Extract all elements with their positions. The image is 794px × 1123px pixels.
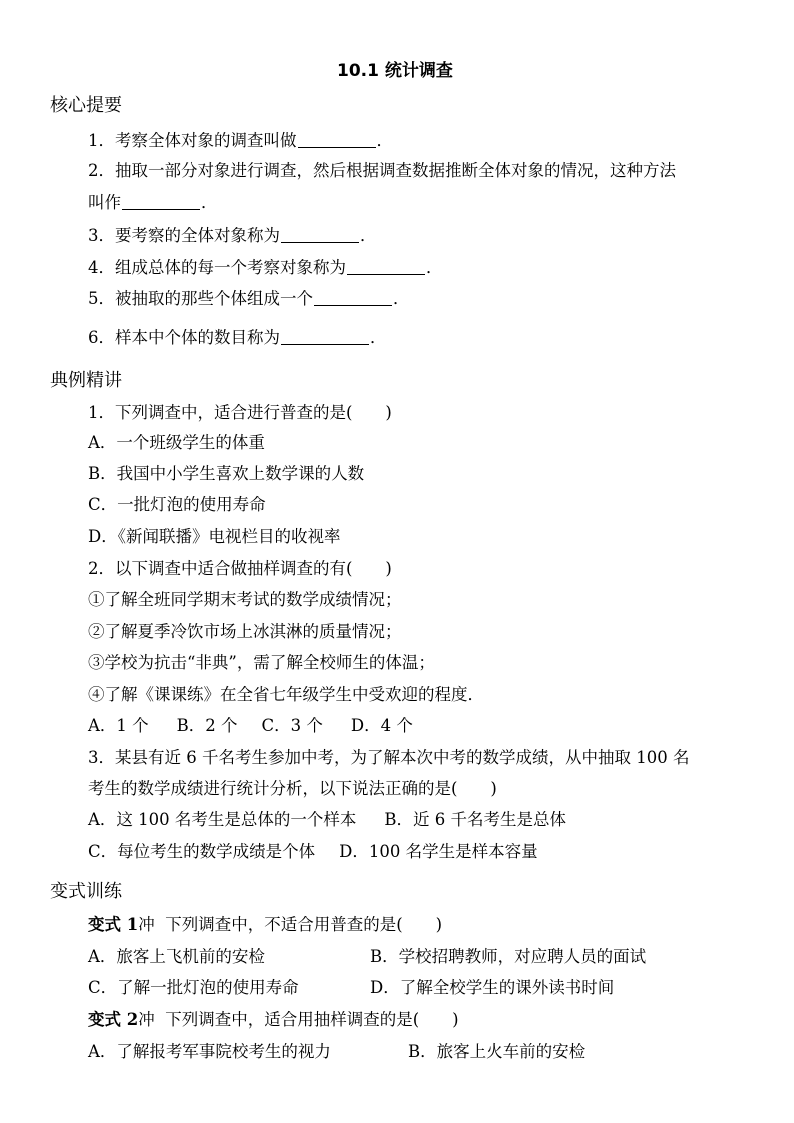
practice-2-option-a: A．了解报考军事院校考生的视力	[88, 1042, 331, 1061]
answer-blank	[122, 192, 200, 210]
practice-1-label: 变式 1	[88, 915, 139, 934]
example-1-option-a: A．一个班级学生的体重	[88, 433, 265, 452]
example-3-option-c: C．每位考生的数学成绩是个体	[88, 842, 316, 861]
example-3-option-b: B．近 6 千名考生是总体	[384, 810, 567, 829]
example-1-option-c: C．一批灯泡的使用寿命	[88, 495, 266, 514]
example-1-option-b: B．我国中小学生喜欢上数学课的人数	[88, 464, 365, 483]
practice-1-options-row-2	[88, 977, 614, 999]
example-2-options	[88, 715, 413, 737]
section-heading-examples: 典例精讲	[50, 370, 122, 391]
example-3-options-row-2	[88, 841, 538, 863]
example-3-option-d: D．100 名学生是样本容量	[339, 842, 538, 861]
example-2-option-b: B．2 个	[176, 716, 238, 735]
practice-1-option-b: B．学校招聘教师，对应聘人员的面试	[370, 947, 647, 966]
practice-2-label: 变式 2	[88, 1010, 139, 1029]
core-question-6: 6．样本中个体的数目称为 ．	[88, 328, 387, 347]
answer-blank	[347, 257, 425, 275]
answer-blank	[298, 130, 376, 148]
example-2-option-d: D．4 个	[350, 716, 413, 735]
page-title: 10.1 统计调查	[337, 61, 453, 81]
practice-1-question: 变式 1冲 下列调查中，不适合用普查的是( )	[88, 915, 443, 934]
core-question-2: 2．抽取一部分对象进行调查，然后根据调查数据推断全体对象的情况，这种方法	[88, 161, 676, 180]
answer-blank	[314, 288, 392, 306]
example-3-options-row-1	[88, 809, 566, 831]
practice-1-options-row-1	[88, 946, 646, 968]
core-question-2-cont: 叫作 ．	[88, 193, 218, 212]
practice-2-question: 变式 2冲 下列调查中，适合用抽样调查的是( )	[88, 1010, 459, 1029]
core-question-4: 4．组成总体的每一个考察对象称为 ．	[88, 258, 443, 277]
example-3-option-a: A．这 100 名考生是总体的一个样本	[88, 810, 357, 829]
practice-1-option-a: A．旅客上飞机前的安检	[88, 947, 265, 966]
practice-1-option-c: C．了解一批灯泡的使用寿命	[88, 978, 299, 997]
core-question-5: 5．被抽取的那些个体组成一个 ．	[88, 289, 410, 308]
example-2-item-3: ③学校为抗击“非典”，需了解全校师生的体温；	[88, 653, 435, 672]
section-heading-practice: 变式训练	[50, 881, 122, 902]
example-2-option-a: A．1 个	[88, 716, 149, 735]
example-1-option-d: D．《新闻联播》电视栏目的收视率	[88, 527, 341, 546]
example-3-question: 3．某县有近 6 千名考生参加中考，为了解本次中考的数学成绩，从中抽取 100 名	[88, 748, 690, 767]
section-heading-core: 核心提要	[50, 95, 122, 116]
example-2-item-2: ②了解夏季冷饮市场上冰淇淋的质量情况；	[88, 622, 402, 641]
practice-2-options-row-1	[88, 1041, 585, 1063]
example-2-option-c: C．3 个	[261, 716, 323, 735]
practice-2-option-b: B．旅客上火车前的安检	[408, 1042, 586, 1061]
example-1-question: 1．下列调查中，适合进行普查的是( )	[88, 403, 392, 422]
example-2-question: 2．以下调查中适合做抽样调查的有( )	[88, 559, 392, 578]
practice-1-option-d: D．了解全校学生的课外读书时间	[370, 978, 615, 997]
answer-blank	[281, 327, 369, 345]
core-question-1: 1．考察全体对象的调查叫做 ．	[88, 131, 393, 150]
example-3-question-cont: 考生的数学成绩进行统计分析，以下说法正确的是( )	[88, 779, 497, 798]
example-2-item-1: ①了解全班同学期末考试的数学成绩情况；	[88, 590, 402, 609]
answer-blank	[281, 225, 359, 243]
core-question-3: 3．要考察的全体对象称为 ．	[88, 226, 377, 245]
example-2-item-4: ④了解《课课练》在全省七年级学生中受欢迎的程度．	[88, 685, 484, 704]
